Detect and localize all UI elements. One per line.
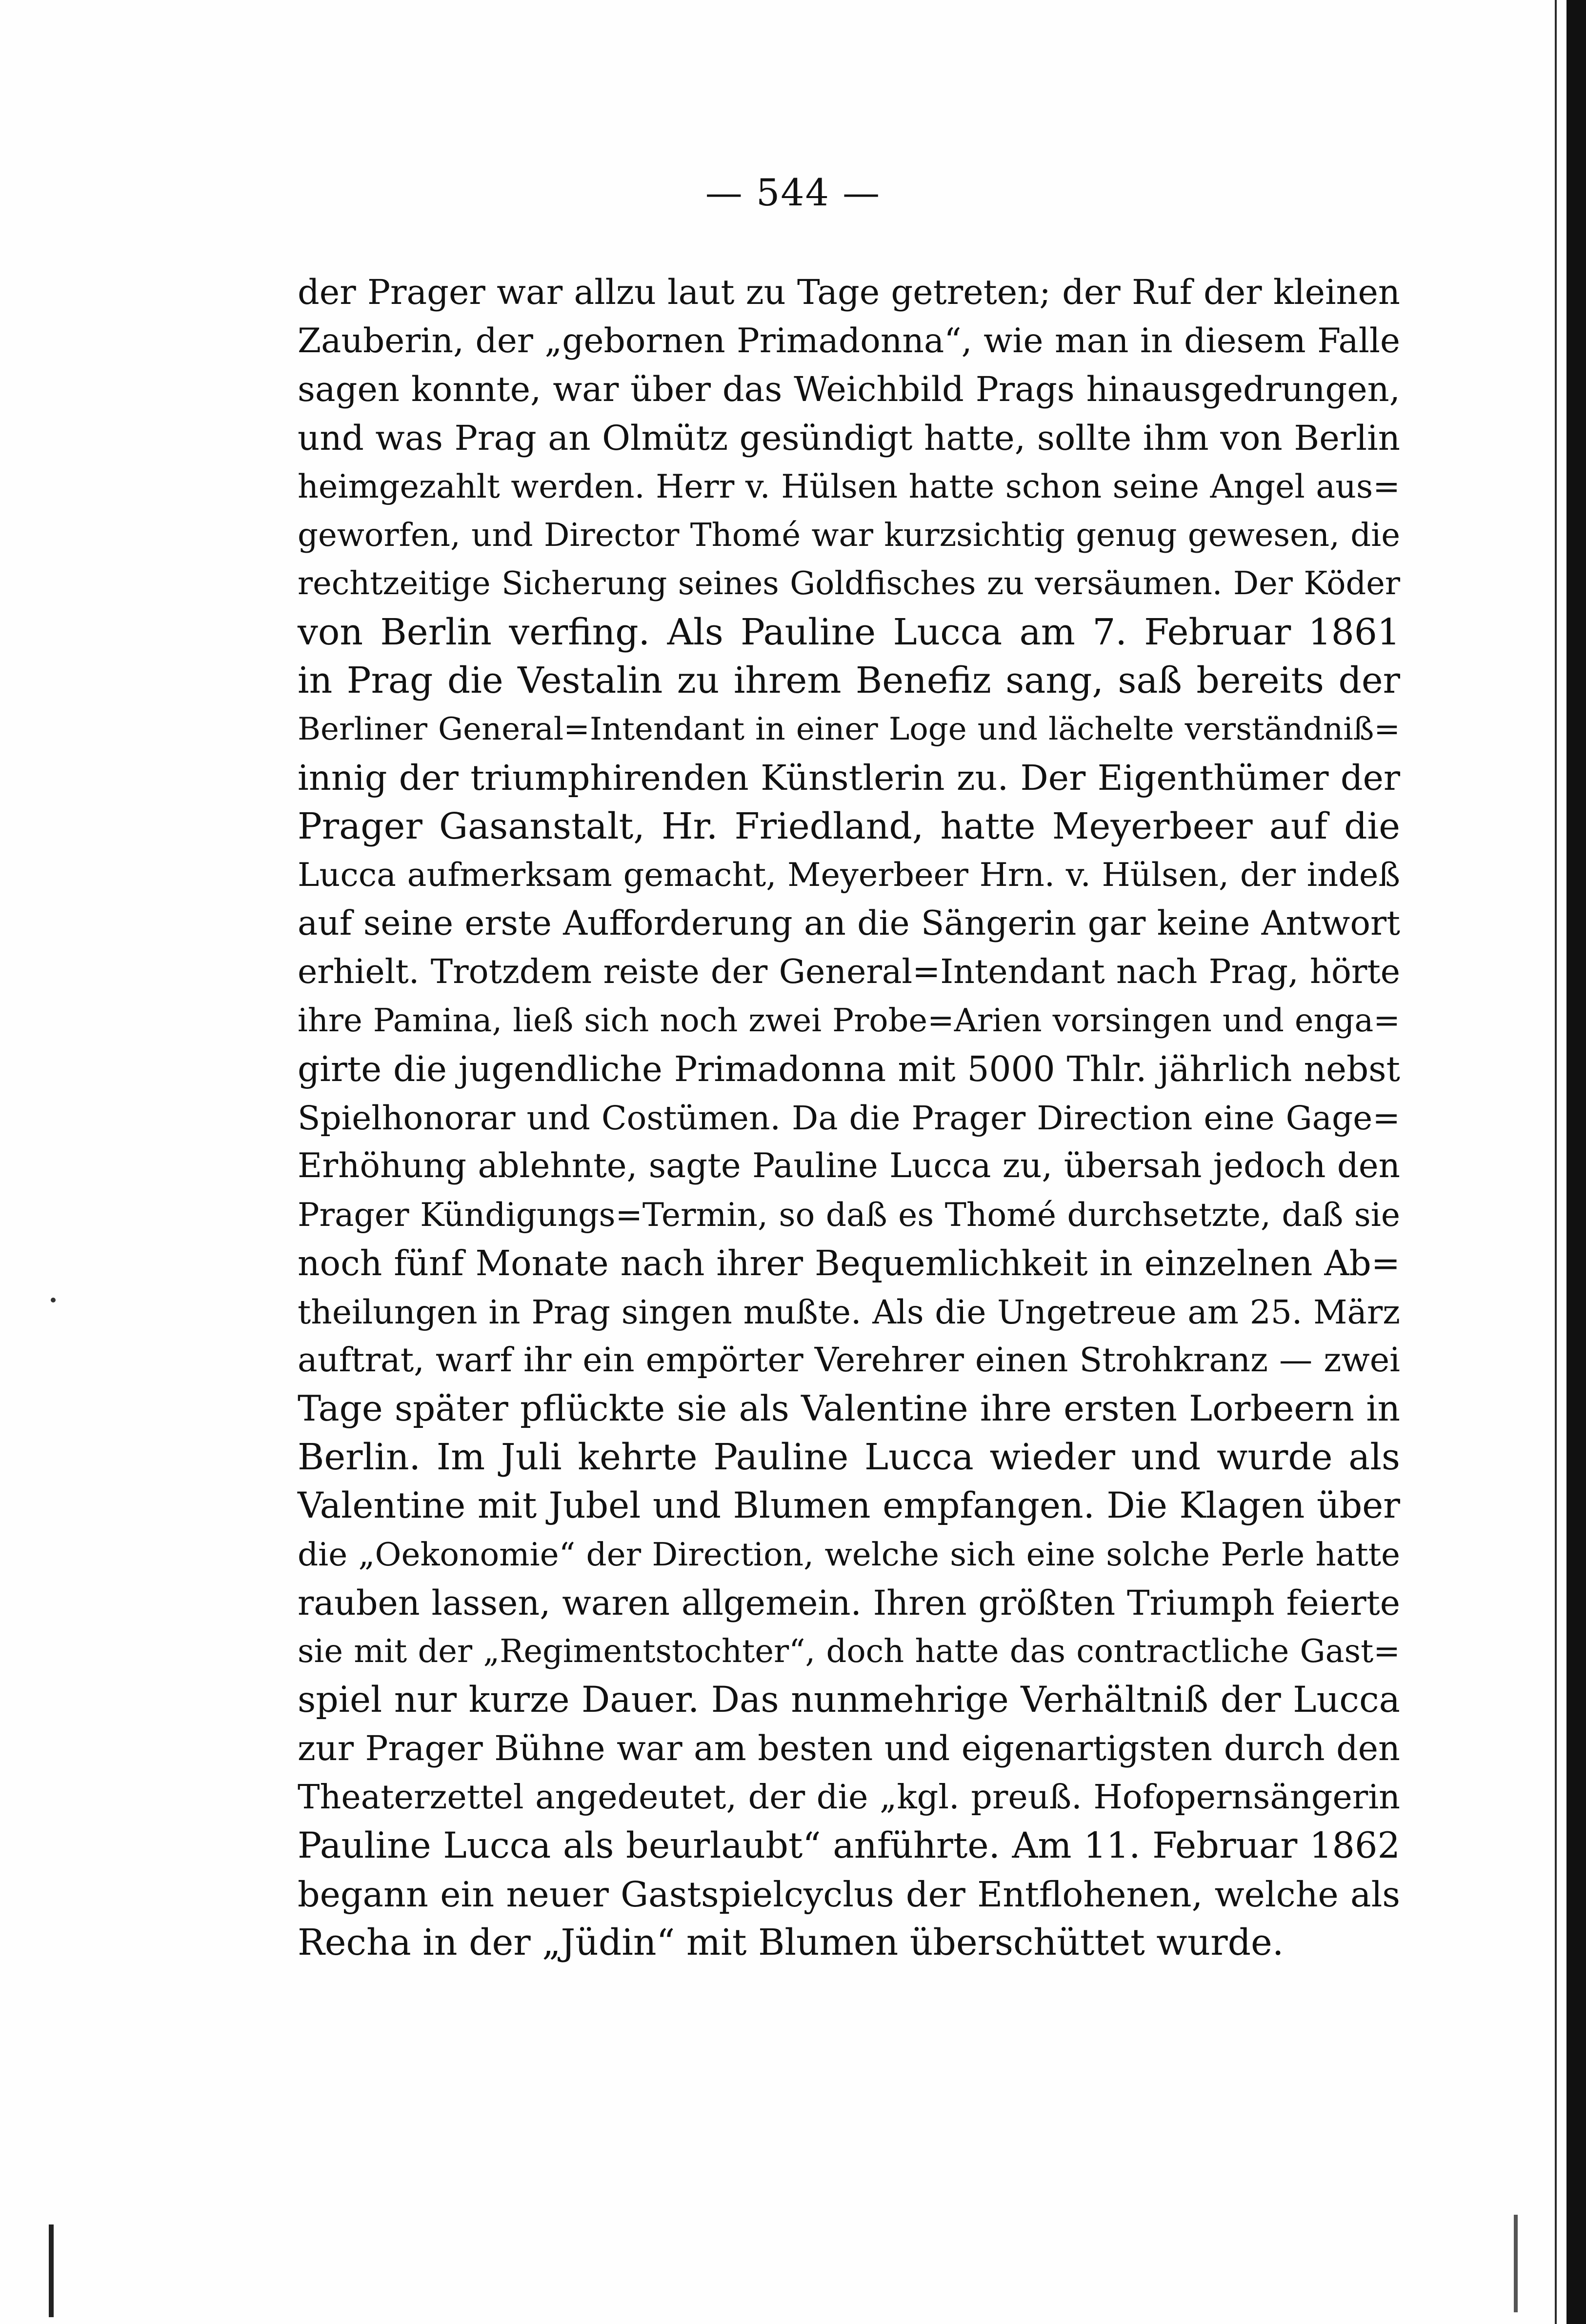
text-line: Pauline Lucca als beurlaubt“ anführte. Am 11. Februar 1862 bbox=[298, 1825, 1400, 1866]
text-line: Spielhonorar und Costümen. Da die Prager Direction eine Gage= bbox=[298, 1098, 1400, 1137]
text-line: sagen konnte, war über das Weichbild Prags hinausgedrungen, bbox=[298, 369, 1400, 409]
text-line: rechtzeitige Sicherung seines Goldfisches zu versäumen. Der Köder bbox=[298, 565, 1400, 602]
text-line: innig der triumphirenden Künstlerin zu. Der Eigenthümer der bbox=[298, 758, 1400, 798]
text-line: noch fünf Monate nach ihrer Bequemlichkeit in einzelnen Ab= bbox=[298, 1243, 1400, 1283]
text-line: ihre Pamina, ließ sich noch zwei Probe=Arien vorsingen und enga= bbox=[298, 1002, 1400, 1039]
scan-speck bbox=[51, 1298, 56, 1302]
text-line: von Berlin verfing. Als Pauline Lucca am 7. Februar 1861 bbox=[298, 611, 1400, 653]
text-line: sie mit der „Regimentstochter“, doch hatte das contractliche Gast= bbox=[298, 1633, 1400, 1670]
text-line: Prager Gasanstalt, Hr. Friedland, hatte Meyerbeer auf die bbox=[298, 805, 1400, 847]
text-line: der Prager war allzu laut zu Tage getreten; der Ruf der kleinen bbox=[298, 272, 1400, 312]
body-text bbox=[298, 268, 1400, 1967]
text-line: Theaterzettel angedeutet, der die „kgl. preuß. Hofopernsängerin bbox=[298, 1778, 1400, 1817]
text-line: Valentine mit Jubel und Blumen empfangen. Die Klagen über bbox=[298, 1485, 1400, 1526]
text-line: Erhöhung ablehnte, sagte Pauline Lucca zu, übersah jedoch den bbox=[298, 1146, 1400, 1185]
text-line: Recha in der „Jüdin“ mit Blumen überschüttet wurde. bbox=[298, 1922, 1284, 1963]
text-line: in Prag die Vestalin zu ihrem Benefiz sang, saß bereits der bbox=[298, 660, 1400, 701]
text-line: Prager Kündigungs=Termin, so daß es Thomé durchsetzte, daß sie bbox=[298, 1196, 1400, 1234]
text-line: die „Oekonomie“ der Direction, welche sich eine solche Perle hatte bbox=[298, 1536, 1400, 1573]
scan-edge-right bbox=[1566, 0, 1586, 2324]
text-line: heimgezahlt werden. Herr v. Hülsen hatte schon seine Angel aus= bbox=[298, 467, 1400, 505]
text-line: auftrat, warf ihr ein empörter Verehrer einen Strohkranz — zwei bbox=[298, 1341, 1400, 1380]
text-line: Tage später pflückte sie als Valentine ihre ersten Lorbeern in bbox=[298, 1388, 1400, 1429]
text-line: girte die jugendliche Primadonna mit 5000 Thlr. jährlich nebst bbox=[298, 1049, 1400, 1089]
text-line: spiel nur kurze Dauer. Das nunmehrige Verhältniß der Lucca bbox=[298, 1679, 1400, 1721]
page-number: — 544 — bbox=[705, 171, 881, 214]
scan-edge-mark-right bbox=[1514, 2215, 1518, 2312]
text-line: theilungen in Prag singen mußte. Als die Ungetreue am 25. März bbox=[298, 1292, 1400, 1331]
scan-edge-mark-left bbox=[49, 2224, 54, 2317]
text-line: rauben lassen, waren allgemein. Ihren größten Triumph feierte bbox=[298, 1583, 1400, 1623]
text-line: Berlin. Im Juli kehrte Pauline Lucca wieder und wurde als bbox=[298, 1436, 1400, 1478]
text-line: und was Prag an Olmütz gesündigt hatte, sollte ihm von Berlin bbox=[298, 418, 1400, 458]
text-line: Zauberin, der „gebornen Primadonna“, wie man in diesem Falle bbox=[298, 321, 1400, 361]
text-line: erhielt. Trotzdem reiste der General=Intendant nach Prag, hörte bbox=[298, 953, 1400, 991]
text-line: auf seine erste Aufforderung an die Sängerin gar keine Antwort bbox=[298, 903, 1400, 943]
text-line: Berliner General=Intendant in einer Loge und lächelte verständniß= bbox=[298, 711, 1400, 747]
text-line: Lucca aufmerksam gemacht, Meyerbeer Hrn. v. Hülsen, der indeß bbox=[298, 856, 1400, 894]
text-line: begann ein neuer Gastspielcyclus der Entflohenen, welche als bbox=[298, 1874, 1400, 1915]
text-line: zur Prager Bühne war am besten und eigenartigsten durch den bbox=[298, 1729, 1400, 1768]
scan-edge-line bbox=[1555, 0, 1557, 2324]
text-line: geworfen, und Director Thomé war kurzsichtig genug gewesen, die bbox=[298, 516, 1400, 554]
